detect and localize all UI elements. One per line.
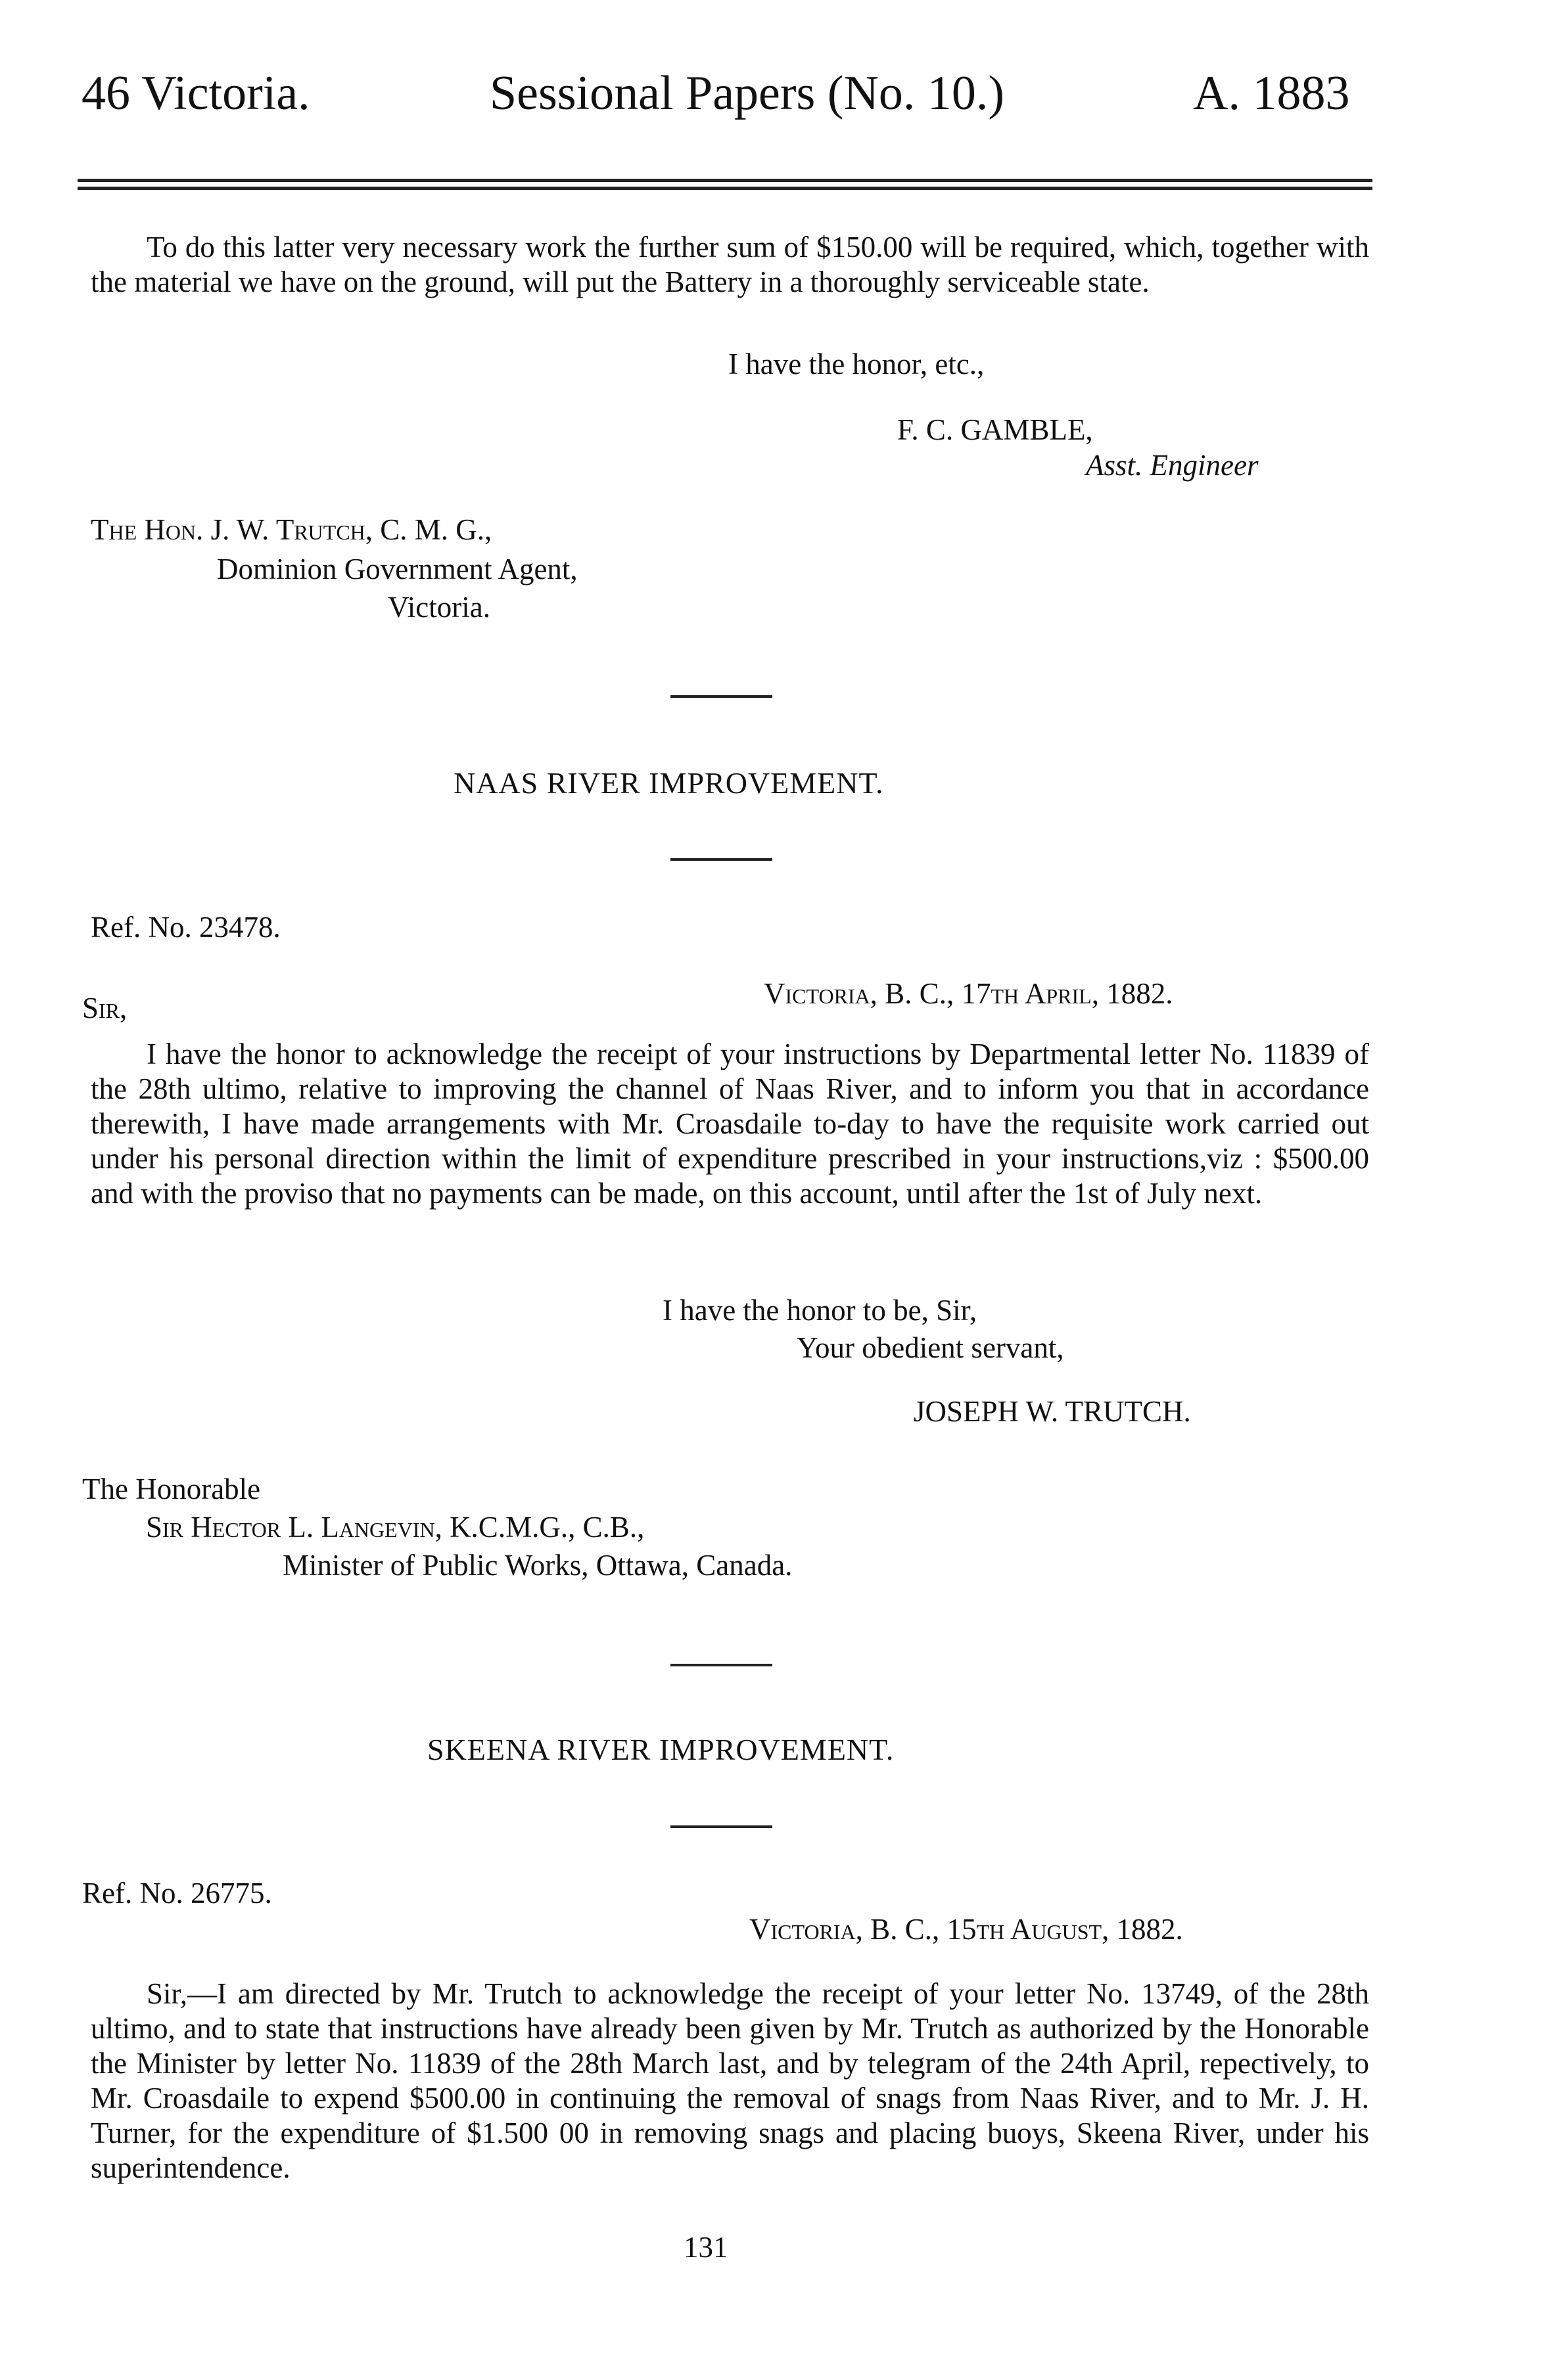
letter1-signature-title: Asst. Engineer xyxy=(1086,449,1259,482)
section2-body: Sir,—I am directed by Mr. Trutch to acknowledge the receipt of your letter No. 13749, of the 28th ultimo, and to state that instructions have already been given by Mr. Trutch as authorized by the Honorable the Minister by letter No. 11839 of the 28th March last, and by telegram of the 24th April, repectively, to Mr. Croasdaile to expend $500.00 in continuing the removal of snags from Naas River, and to Mr. J. H. Turner, for the expenditure of $1.500 00 in removing snags and placing buoys, Skeena River, under his superintendence. xyxy=(91,1977,1369,2184)
letter1-addressee-position: Dominion Government Agent, xyxy=(217,553,578,585)
section1-addressee-line3: Minister of Public Works, Ottawa, Canada. xyxy=(283,1549,793,1582)
letter1-addressee-name: The Hon. J. W. Trutch, C. M. G., xyxy=(91,513,492,546)
header-rule-top xyxy=(78,179,1372,182)
section-separator xyxy=(670,858,772,861)
section1-title: NAAS RIVER IMPROVEMENT. xyxy=(454,766,884,800)
section-separator xyxy=(670,1664,772,1666)
letter1-closing: I have the honor, etc., xyxy=(728,348,985,380)
section1-body: I have the honor to acknowledge the receipt of your instructions by Departmental letter No. 11839 of the 28th ultimo, relative to improving the channel of Naas River, and to inform you that in accordance therewith, I have made arrangements with Mr. Croasdaile to-day to have the requisite work carried out under his personal direction within the limit of expenditure prescribed in your instructions,viz : $500.00 and with the proviso that no payments can be made, on this account, until after the 1st of July next. xyxy=(91,1038,1369,1210)
section1-closing-2: Your obedient servant, xyxy=(797,1331,1064,1364)
section1-ref: Ref. No. 23478. xyxy=(91,911,281,944)
letter1-addressee-place: Victoria. xyxy=(388,591,490,624)
header-rule-bottom xyxy=(78,187,1372,190)
section1-dateline: Victoria, B. C., 17th April, 1882. xyxy=(764,977,1173,1010)
section1-addressee-line1: The Honorable xyxy=(82,1473,261,1505)
page-number: 131 xyxy=(684,2231,728,2264)
section-separator xyxy=(670,695,772,698)
section2-ref: Ref. No. 26775. xyxy=(82,1877,272,1910)
letter1-signature: F. C. GAMBLE, xyxy=(897,413,1093,446)
section2-dateline: Victoria, B. C., 15th August, 1882. xyxy=(749,1913,1183,1946)
letter1-body: To do this latter very necessary work the further sum of $150.00 will be required, which, together with the material we have on the ground, will put the Battery in a thoroughly serviceable state. xyxy=(91,231,1369,298)
section1-salutation: Sir, xyxy=(82,992,128,1024)
section-separator xyxy=(670,1825,772,1828)
section1-addressee-line2: Sir Hector L. Langevin, K.C.M.G., C.B., xyxy=(146,1511,645,1544)
header-title: Sessional Papers (No. 10.) xyxy=(490,66,1005,120)
section1-closing-1: I have the honor to be, Sir, xyxy=(663,1294,977,1327)
header-year: A. 1883 xyxy=(1193,66,1350,120)
section1-signature: JOSEPH W. TRUTCH. xyxy=(914,1395,1191,1428)
section2-title: SKEENA RIVER IMPROVEMENT. xyxy=(427,1733,895,1766)
header-volume: 46 Victoria. xyxy=(82,66,310,120)
